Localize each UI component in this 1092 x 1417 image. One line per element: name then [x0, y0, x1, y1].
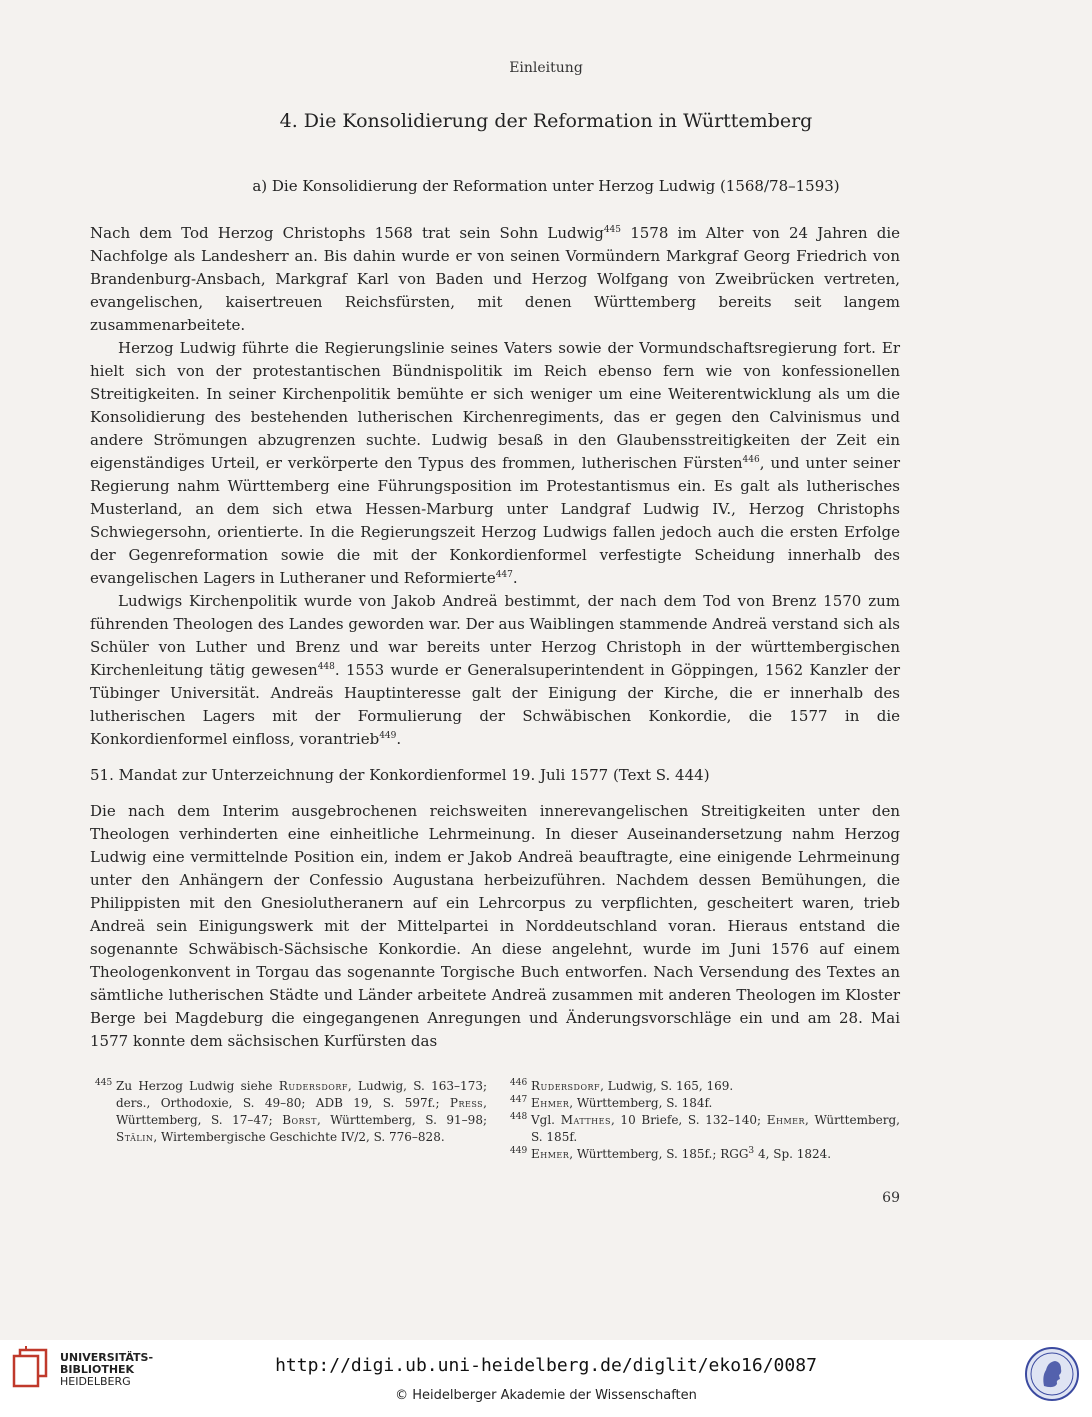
logo-line: UNIVERSITÄTS- — [60, 1351, 154, 1364]
footnote-number: 448 — [510, 1112, 528, 1122]
logo-line: BIBLIOTHEK — [60, 1363, 135, 1376]
footnotes-left-column — [95, 1078, 487, 1146]
footnote-445: 445 Zu Herzog Ludwig siehe Rudersdorf, Ludwig, S. 163–173; ders., Orthodoxie, S. 49–80; ADB 19, S. 597f.; Press, Württemberg, S. 17–47; Borst, Württemberg, S. 91–98; Stälin, Wirtembergische Geschichte IV/2, S. 776–828. — [95, 1078, 487, 1146]
footnote-ref[interactable]: 446 — [742, 455, 760, 465]
viewer-footer — [0, 1340, 1092, 1417]
footnote-number: 446 — [510, 1078, 528, 1088]
footnote-ref[interactable]: 445 — [603, 225, 622, 235]
footnote-number: 449 — [510, 1146, 528, 1156]
paragraph: Die nach dem Interim ausgebrochenen reichsweiten innerevangelischen Streitigkeiten unter den Theologen verhinderten eine einheitliche Lehrmeinung. In dieser Auseinandersetzung nahm Herzog Ludwig eine vermittelnde Position ein, indem er Jakob Andreä beauftragte, eine einigende Lehrmeinung unter den Anhängern der Confessio Augustana herbeizuführen. Nachdem dessen Bemühungen, die Philippisten mit den Gnesiolutheranern auf ein Lehrcorpus zu verpflichten, gescheitert waren, trieb Andreä sein Einigungswerk mit der Mittelpartei in Norddeutschland voran. Hieraus entstand die sogenannte Schwäbisch-Sächsische Konkordie. An diese angelehnt, wurde im Juni 1576 auf einem Theologenkonvent in Torgau das sogenannte Torgische Buch entworfen. Nach Versendung des Textes an sämtliche lutherischen Städte und Länder arbeitete Andreä zusammen mit anderen Theologen im Kloster Berge bei Magdeburg die eingegangenen Anregungen und Änderungsvorschläge ein und am 28. Mai 1577 konnte dem sächsischen Kurfürsten das — [90, 802, 900, 1050]
logo-line: HEIDELBERG — [60, 1375, 131, 1388]
footnotes-right-column — [510, 1078, 900, 1163]
footnote-number: 447 — [510, 1095, 528, 1105]
paragraph: Nach dem Tod Herzog Christophs 1568 trat sein Sohn Ludwig$^{445}$ 1578 im Alter von 24 Jahren die Nachfolge als Landesherr an. Bis dahin wurde er von seinen Vormündern Markgraf Georg Friedrich von Brandenburg-Ansbach, Markgraf Karl von Baden und Herzog Wolfgang von Zweibrücken vertreten, evangelischen, kaisertreuen Reichsfürsten, mit denen Württemberg bereits seit langem zusammenarbeitete. — [90, 224, 900, 334]
footnote-449: 449 Ehmer, Württemberg, S. 185f.; RGG$^3$ 4, Sp. 1824. — [510, 1146, 900, 1163]
body-text-block-1 — [90, 222, 900, 751]
footnote-446: 446 Rudersdorf, Ludwig, S. 165, 169. — [510, 1078, 900, 1095]
footnote-447: 447 Ehmer, Württemberg, S. 184f. — [510, 1095, 900, 1112]
footnote-number: 445 — [95, 1078, 113, 1088]
document-heading: 51. Mandat zur Unterzeichnung der Konkordienformel 19. Juli 1577 (Text S. 444) — [90, 766, 710, 784]
page-number: 69 — [882, 1190, 900, 1206]
academy-seal-icon[interactable] — [1024, 1346, 1080, 1402]
footnote-ref[interactable]: 449 — [379, 731, 397, 741]
footnote-448: 448 Vgl. Matthes, 10 Briefe, S. 132–140; Ehmer, Württemberg, S. 185f. — [510, 1112, 900, 1146]
footnote-ref[interactable]: 448 — [317, 662, 335, 672]
paragraph: Ludwigs Kirchenpolitik wurde von Jakob Andreä bestimmt, der nach dem Tod von Brenz 1570 zum führenden Theologen des Landes geworden war. Der aus Waiblingen stammende Andreä verstand sich als Schüler von Luther und Brenz und war bereits unter Herzog Christoph in der württembergischen Kirchenleitung tätig gewesen$^{448}$. 1553 wurde er Generalsuperintendent in Göppingen, 1562 Kanzler der Tübinger Universität. Andreäs Hauptinteresse galt der Einigung der Kirche, die er innerhalb des lutherischen Lagers mit der Formulierung der Schwäbischen Konkordie, die 1577 in die Konkordienformel einfloss, vorantrieb$^{449}$. — [90, 592, 900, 748]
permalink-url[interactable]: http://digi.ub.uni-heidelberg.de/diglit/eko16/0087 — [275, 1355, 817, 1376]
paragraph: Herzog Ludwig führte die Regierungslinie seines Vaters sowie der Vormundschaftsregierung fort. Er hielt sich von der protestantischen Bündnispolitik im Reich ebenso fern wie von konfessionellen Streitigkeiten. In seiner Kirchenpolitik bemühte er sich weniger um eine Weiterentwicklung als um die Konsolidierung des bestehenden lutherischen Kirchenregiments, das er gegen den Calvinismus und andere Strömungen abzugrenzen suchte. Ludwig besaß in den Glaubensstreitigkeiten der Zeit ein eigenständiges Urteil, er verkörperte den Typus des frommen, lutherischen Fürsten$^{446}$, und unter seiner Regierung nahm Württemberg eine Führungsposition im Protestantismus ein. Es galt als lutherisches Musterland, an dem sich etwa Hessen-Marburg unter Landgraf Ludwig IV., Herzog Christophs Schwiegersohn, orientierte. In die Regierungszeit Herzog Ludwigs fallen jedoch auch die ersten Erfolge der Gegenreformation sowie die mit der Konkordienformel verfestigte Scheidung innerhalb des evangelischen Lagers in Lutheraner und Reformierte$^{447}$. — [90, 339, 900, 587]
copyright-notice: © Heidelberger Akademie der Wissenschaften — [395, 1388, 697, 1403]
chapter-title: 4. Die Konsolidierung der Reformation in Württemberg — [279, 110, 813, 132]
footnote-ref[interactable]: 447 — [495, 570, 513, 580]
running-head: Einleitung — [509, 60, 583, 76]
body-text-block-2 — [90, 800, 900, 1053]
section-title: a) Die Konsolidierung der Reformation unter Herzog Ludwig (1568/78–1593) — [252, 177, 840, 195]
